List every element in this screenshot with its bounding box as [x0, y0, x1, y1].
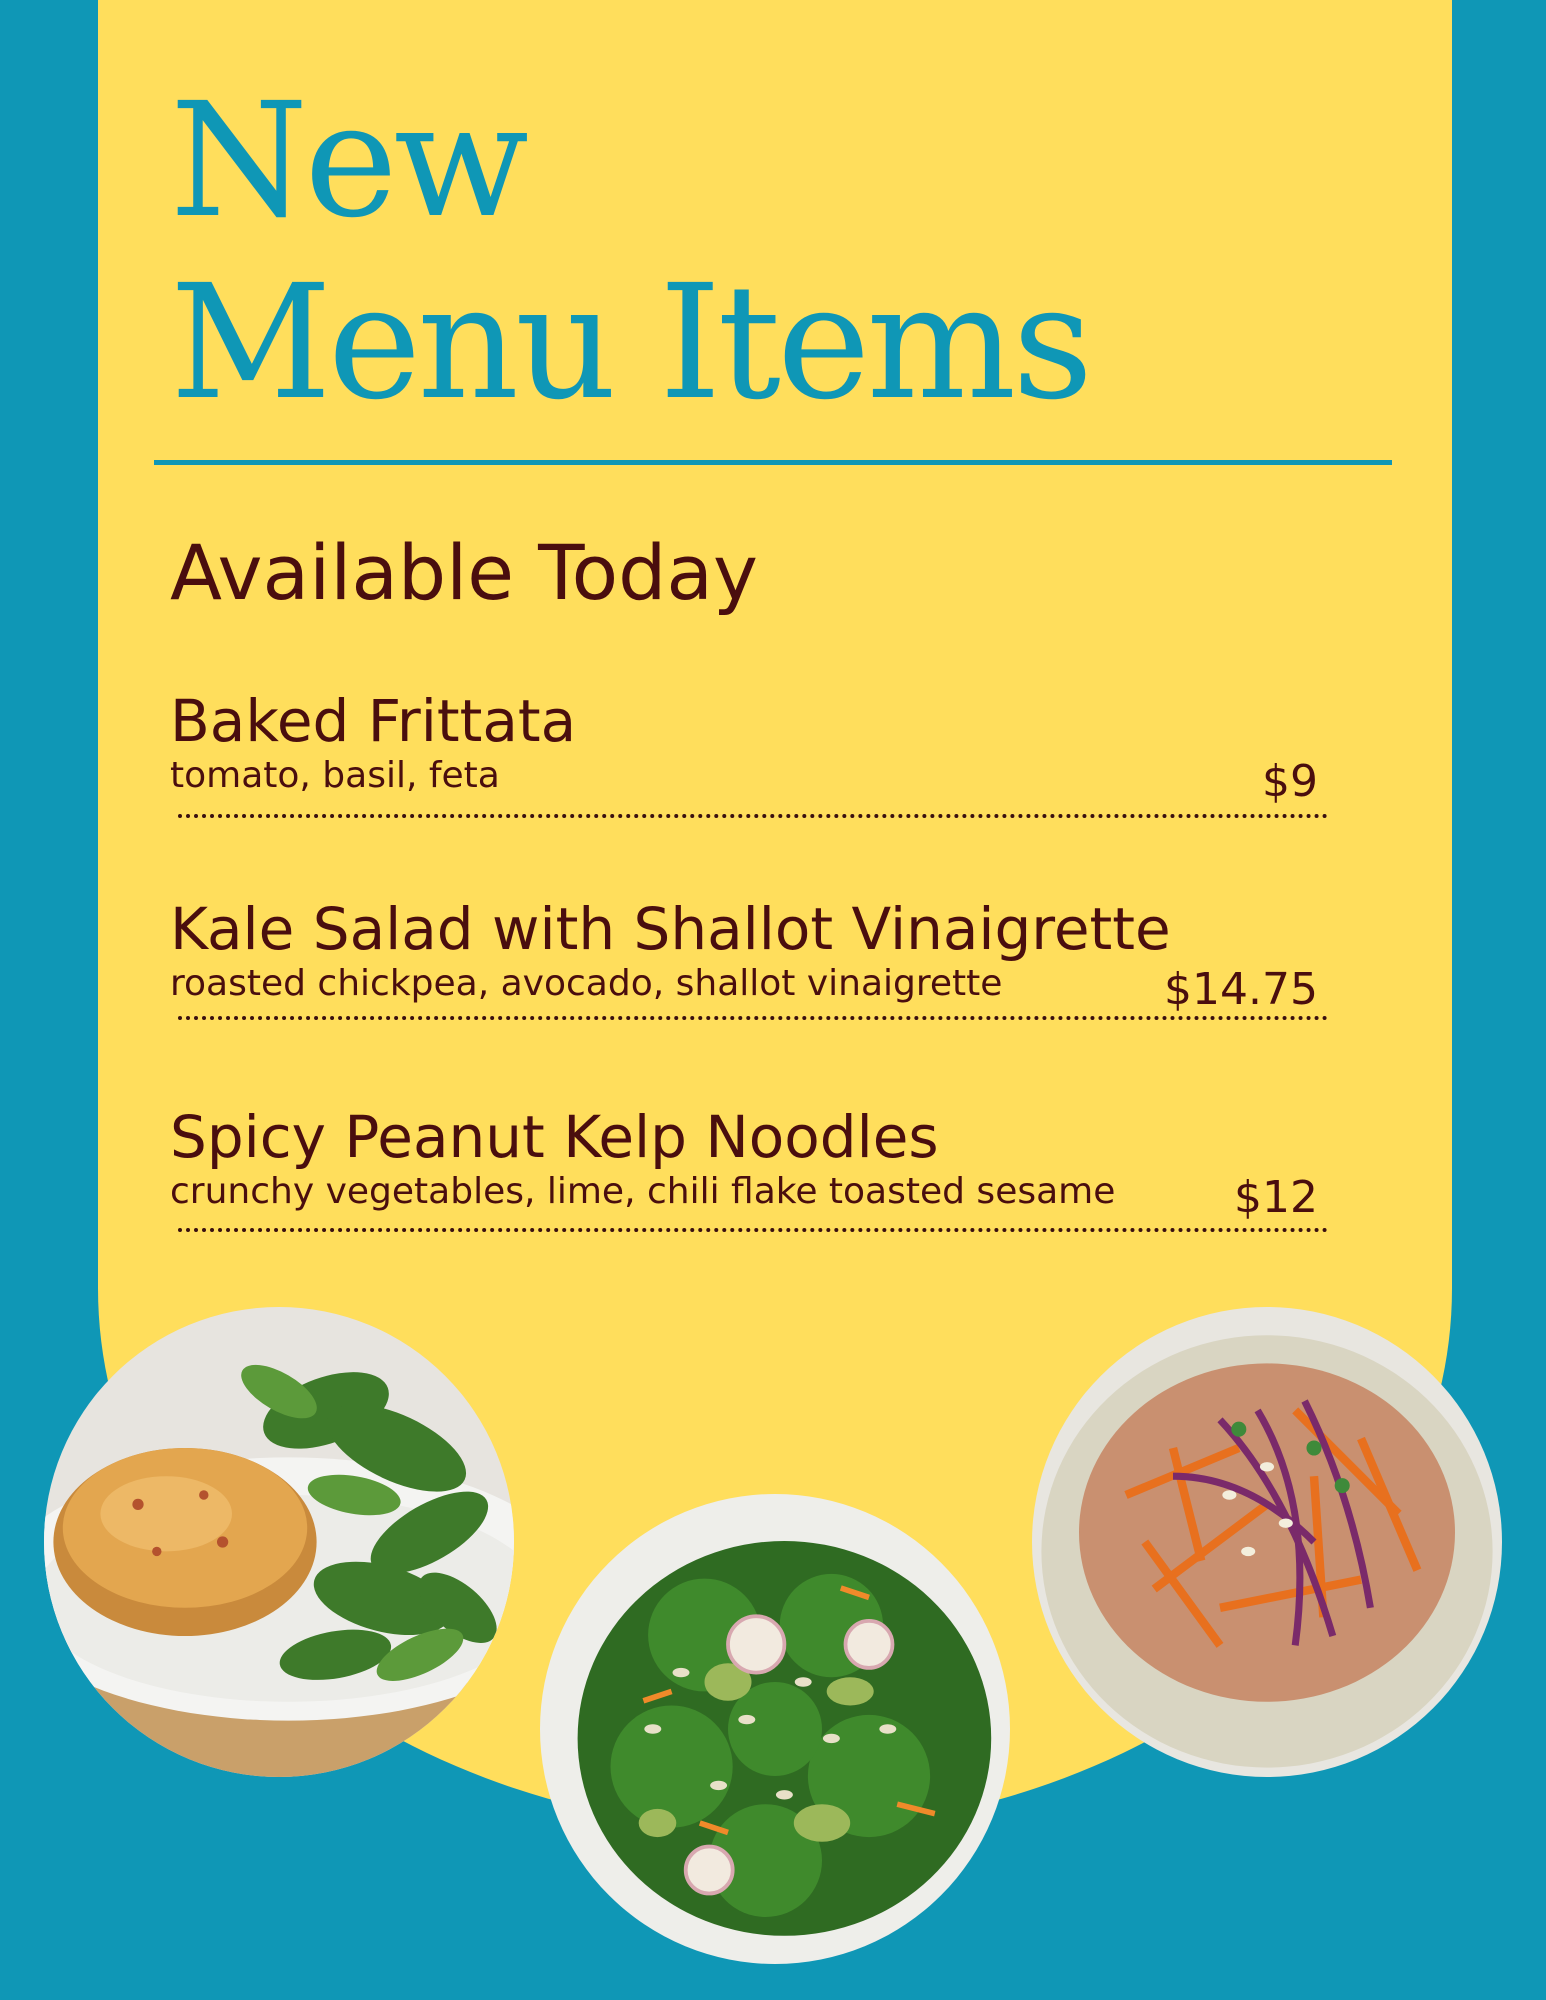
menu-item-noodles: [170, 1102, 1330, 1252]
menu-item-price: $14.75: [1164, 964, 1318, 1015]
title-line-2: Menu Items: [170, 251, 1090, 435]
menu-item-kale-salad: [170, 894, 1330, 1044]
page-title: [170, 70, 1089, 434]
menu-item-price: $9: [1262, 756, 1318, 807]
kale-salad-photo: [540, 1494, 1010, 1964]
noodles-photo: [1032, 1307, 1502, 1777]
section-subtitle: Available Today: [170, 528, 758, 617]
dotted-leader: [178, 1228, 1328, 1232]
menu-item-description: roasted chickpea, avocado, shallot vinaigrette: [170, 963, 1003, 1004]
menu-item-description: crunchy vegetables, lime, chili flake toasted sesame: [170, 1171, 1116, 1212]
menu-item-price: $12: [1234, 1172, 1318, 1223]
menu-item-description: tomato, basil, feta: [170, 755, 500, 796]
title-line-1: New: [170, 69, 525, 253]
menu-item-name: Spicy Peanut Kelp Noodles: [170, 1103, 939, 1171]
frittata-photo: [44, 1307, 514, 1777]
title-divider: [154, 460, 1392, 465]
menu-item-name: Baked Frittata: [170, 687, 577, 755]
dotted-leader: [178, 1016, 1328, 1020]
dotted-leader: [178, 814, 1328, 818]
menu-item-name: Kale Salad with Shallot Vinaigrette: [170, 895, 1171, 963]
menu-item-frittata: [170, 686, 1330, 836]
